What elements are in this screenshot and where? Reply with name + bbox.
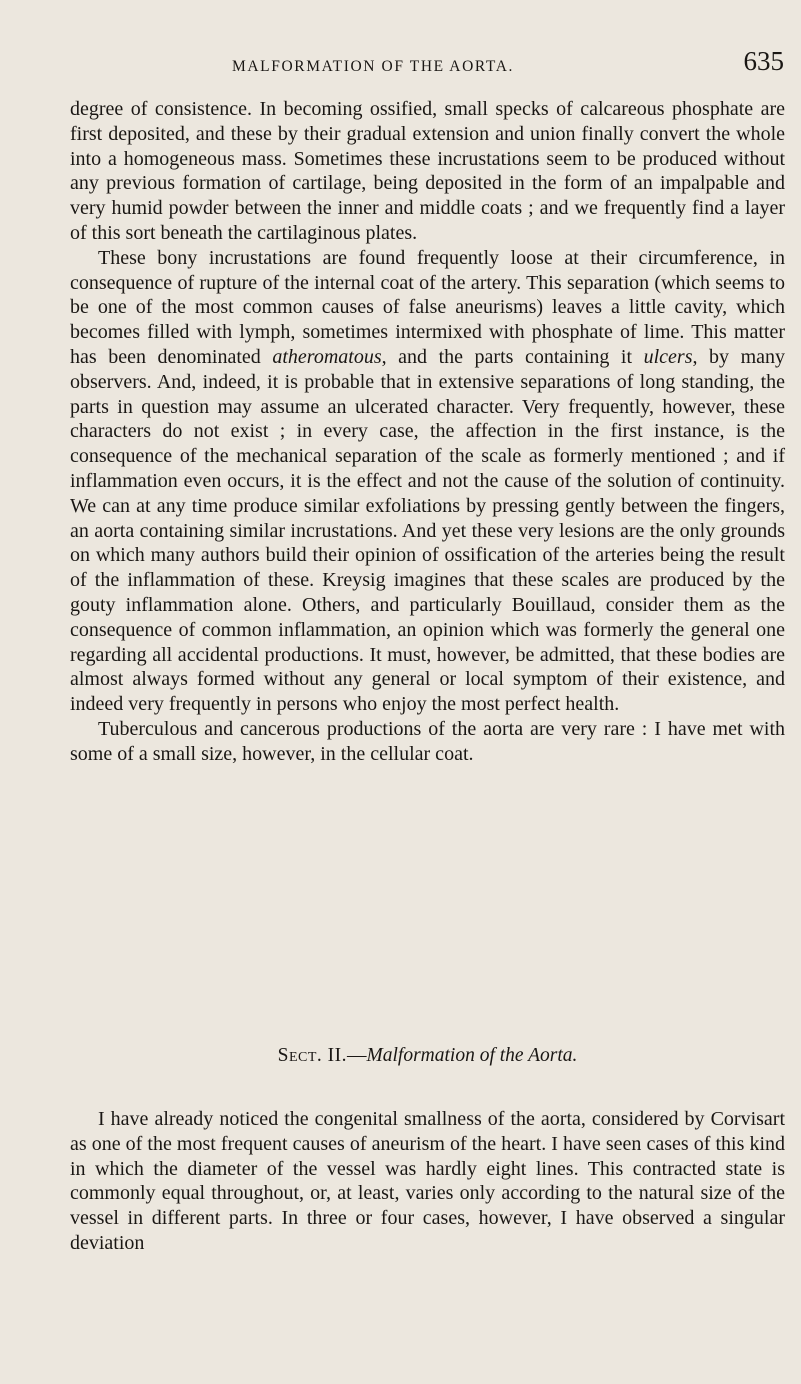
body-text-section-1 xyxy=(70,97,785,767)
paragraph-text: , and the parts containing it xyxy=(381,345,644,368)
term-atheromatous: atheromatous xyxy=(272,345,382,368)
section-heading xyxy=(70,1043,785,1069)
paragraph-text: , by many observers. And, indeed, it is probable that in extensive separations of long standing, the parts in question may assume an ulcerated character. Very frequently, however, these characters do not exist ; in every case, the affection in the first instance, is the consequence of the mechanical separation of the scale as formerly mentioned ; and if inflammation even occurs, it is the effect and not the cause of the solution of continuity. We can at any time produce similar exfoliations by pressing gently between the fingers, an aorta containing similar incrustations. And yet these very lesions are the only grounds on which many authors build their opinion of ossification of the arteries being the result of the inflammation of these. Kreysig imagines that these scales are produced by the gouty inflammation alone. Others, and particularly Bouillaud, consider them as the consequence of common inflammation, an opinion which was formerly the general one regarding all accidental productions. It must, however, be admitted, that these bodies are almost always formed without any general or local symptom of their existence, and indeed very frequently in persons who enjoy the most perfect health. xyxy=(70,345,786,716)
term-ulcers: ulcers xyxy=(643,345,693,368)
running-head xyxy=(232,46,784,86)
body-text-section-2 xyxy=(70,1107,785,1256)
paragraph-tuberculous: Tuberculous and cancerous productions of the aorta are very rare : I have met with some of a small size, however, in the cellular coat. xyxy=(70,717,785,765)
running-title: MALFORMATION OF THE AORTA. xyxy=(232,58,514,75)
paragraph-continuation: degree of consistence. In becoming ossified, small specks of calcareous phosphate are first deposited, and these by their gradual extension and union finally convert the whole into a homogeneous mass. Sometimes these incrustations seem to be produced without any previous formation of cartilage, being deposited in the form of an impalpable and very humid powder between the inner and middle coats ; and we frequently find a layer of this sort beneath the cartilaginous plates. xyxy=(70,98,785,244)
page-number: 635 xyxy=(743,46,784,76)
paragraph-text: These bony incrustations are found frequently loose at their circumference, in consequence of rupture of the internal coat of the artery. This separation (which seems to be one of the most common causes of false aneurisms) leaves a little cavity, which becomes filled with lymph, sometimes intermixed with phosphate of lime. This matter has been denominated xyxy=(70,246,785,368)
section-title: Malformation of the Aorta. xyxy=(366,1045,578,1066)
section-label: Sect. II. xyxy=(277,1045,347,1066)
section-dash: — xyxy=(347,1045,367,1066)
paragraph-bony-incrustations xyxy=(70,246,785,717)
paragraph-congenital-smallness: I have already noticed the congenital smallness of the aorta, considered by Corvisart as one of the most frequent causes of aneurism of the heart. I have seen cases of this kind in which the diameter of the vessel was hardly eight lines. This contracted state is commonly equal throughout, or, at least, varies only according to the natural size of the vessel in different parts. In three or four cases, however, I have observed a singular deviation xyxy=(70,1108,785,1254)
